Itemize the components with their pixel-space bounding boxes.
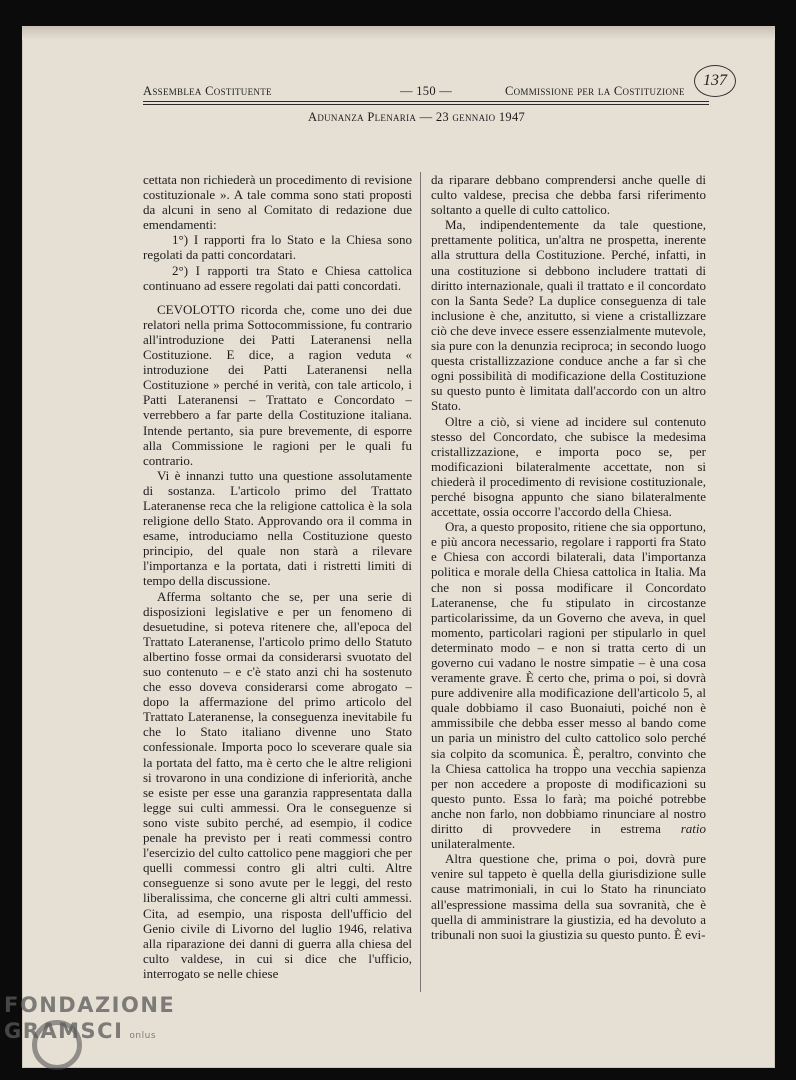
paragraph: Afferma soltanto che se, per una serie di disposizioni legislative e per un fenomeno di desuetudine, si poteva ritenere che, all'epoca del Trattato Lateranense, l'articolo primo dello Statuto albertino fosse ormai da considerarsi svuotato del suo contenuto – e c'è stato anzi chi ha sostenuto che esso doveva considerarsi come abrogato – dopo la affermazione del primo articolo del Trattato Lateranense, la conseguenza inevitabile fu che lo Stato italiano divenne uno Stato confessionale. Importa poco lo sceverare quale sia la portata del fatto, ma è certo che le altre religioni si trovarono in una condizione di inferiorità, anche se esiste per esse una garanzia rappresentata dalla legge sui culti ammessi. Ora le conseguenze si sono viste subito perché, ad esempio, il codice penale ha previsto per i reati commessi contro l'esercizio del culto cattolico pene maggiori che per quelli commessi contro gli altri culti. Altre conseguenze si sono avute per le leggi, del resto liberalissima, che concerne gli altri culti ammessi. Cita, ad esempio, una risposta dell'ufficio del Genio civile di Livorno del luglio 1946, relativa alla riparazione dei danni di guerra alla chiesa del culto valdese, in cui si dice che l'ufficio, interrogato se nelle chiese bbox=[143, 588, 412, 981]
watermark-suffix: onlus bbox=[129, 1031, 157, 1041]
watermark-line: FONDAZIONE bbox=[4, 993, 176, 1017]
amendment-item: 2°) I rapporti tra Stato e Chiesa cattolica continuano ad essere regolati dai patti concordati. bbox=[143, 262, 412, 293]
paragraph: cettata non richiederà un procedimento di revisione costituzionale ». A tale comma sono stati proposti da alcuni in seno al Comitato di redazione due emendamenti: bbox=[143, 172, 412, 233]
watermark bbox=[4, 992, 175, 1049]
text-column-right bbox=[431, 172, 706, 942]
column-divider bbox=[420, 172, 421, 992]
header-assembly-title: Assemblea Costituente bbox=[143, 84, 272, 98]
header-rule bbox=[143, 104, 709, 105]
paragraph bbox=[431, 519, 706, 851]
header-rule bbox=[143, 101, 709, 102]
header-commission-title: Commissione per la Costituzione bbox=[505, 84, 685, 98]
paragraph: Vi è innanzi tutto una questione assolutamente di sostanza. L'articolo primo del Trattato Lateranense reca che la religione cattolica è la sola religione dello Stato. Approvando ora il comma in esame, introduciamo nella Costituzione questo principio, del quale non starà a rilevare l'importanza e la portata, dati i ristretti limiti di tempo della discussione. bbox=[143, 467, 412, 589]
paragraph-text: Ora, a questo proposito, ritiene che sia opportuno, e più ancora necessario, regolare i rapporti fra Stato e Chiesa con accordi bilaterali, data l'importanza politica e morale della Chiesa cattolica in Italia. Ma che non si possa modificare il Concordato Lateranense, che fu stipulato in circostanze particolarissime, da un Governo che aveva, in quel momento, particolari ragioni per stipularlo in quel determinato modo – e non si tratta certo di un governo cui vadano le nostre simpatie – è una cosa veramente grave. È certo che, prima o poi, si dovrà pure addivenire alla modificazione dell'articolo 5, al quale dobbiamo il caso Buonaiuti, poiché non è ammissibile che debba esser messo al bando come un paria un ministro del culto cattolico solo perché sia colpito da scomunica. È, peraltro, convinto che la Chiesa cattolica ha troppo una vecchia sapienza per non accedere a proposte di modificazioni su questo punto. Essa lo farà; ma poiché potrebbe anche non farlo, non dobbiamo rinunciare al nostro diritto di provvedere in estrema bbox=[431, 519, 706, 837]
paragraph: Altra questione che, prima o poi, dovrà pure venire sul tappeto è quella della giurisdizione sulle cause matrimoniali, in cui lo Stato ha rinunciato all'espressione massima della sua sovranità, che è quella di amministrare la giustizia, ed ha devoluto a tribunali non suoi la giustizia su questo punto. È evi- bbox=[431, 851, 706, 942]
header-page-number: — 150 — bbox=[400, 84, 453, 98]
italic-term: ratio bbox=[680, 821, 707, 837]
session-subtitle: Adunanza Plenaria — 23 gennaio 1947 bbox=[308, 110, 526, 124]
text-column-left bbox=[143, 172, 412, 981]
handwritten-page-number: 137 bbox=[694, 65, 736, 97]
paragraph-text: unilateralmente. bbox=[431, 836, 516, 852]
scan-edge-strip bbox=[22, 26, 775, 40]
watermark-text: GRAMSCI bbox=[4, 1019, 124, 1043]
paragraph: da riparare debbano comprendersi anche quelle di culto valdese, precisa che debba farsi riferimento soltanto a quelle di culto cattolico. bbox=[431, 172, 706, 218]
amendment-item: 1°) I rapporti fra lo Stato e la Chiesa sono regolati da patti concordatari. bbox=[143, 232, 412, 263]
watermark-line bbox=[4, 1018, 175, 1049]
paragraph: CEVOLOTTO ricorda che, come uno dei due relatori nella prima Sottocommissione, fu contrario all'introduzione dei Patti Lateranensi nella Costituzione. E dice, a ragion veduta « introduzione dei Patti Lateranensi nella Costituzione » perché in verità, con tale articolo, i Patti Lateranensi – Trattato e Concordato – verrebbero a far parte della Costituzione italiana. Intende pertanto, sia pure brevemente, di esporre alla Commissione le ragioni per le quali fu contrario. bbox=[143, 301, 412, 468]
paragraph: Oltre a ciò, si viene ad incidere sul contenuto stesso del Concordato, che subisce la medesima cristallizzazione, e importa poco se, per modificazioni bilateralmente accettate, non si chiederà il procedimento di revisione costituzionale, perché bisogna appunto che siano bilateralmente accettate, ossia occorre l'accordo della Chiesa. bbox=[431, 413, 706, 520]
paragraph: Ma, indipendentemente da tale questione, prettamente politica, un'altra ne prospetta, inerente alla struttura della Costituzione. Perché, infatti, in una costituzione si debbono includere trattati di diritto internazionale, quali il trattato e il concordato con la Santa Sede? La duplice conseguenza di tale inclusione è che, anzitutto, si viene a cristallizzare ciò che deve invece essere essenzialmente mutevole, sia pure con la denunzia reciproca; in secondo luogo questa cristallizzazione conduce anche a far sì che ogni possibilità di modificazione della Costituzione su questo punto è limitata dall'accordo con un altro Stato. bbox=[431, 217, 706, 414]
